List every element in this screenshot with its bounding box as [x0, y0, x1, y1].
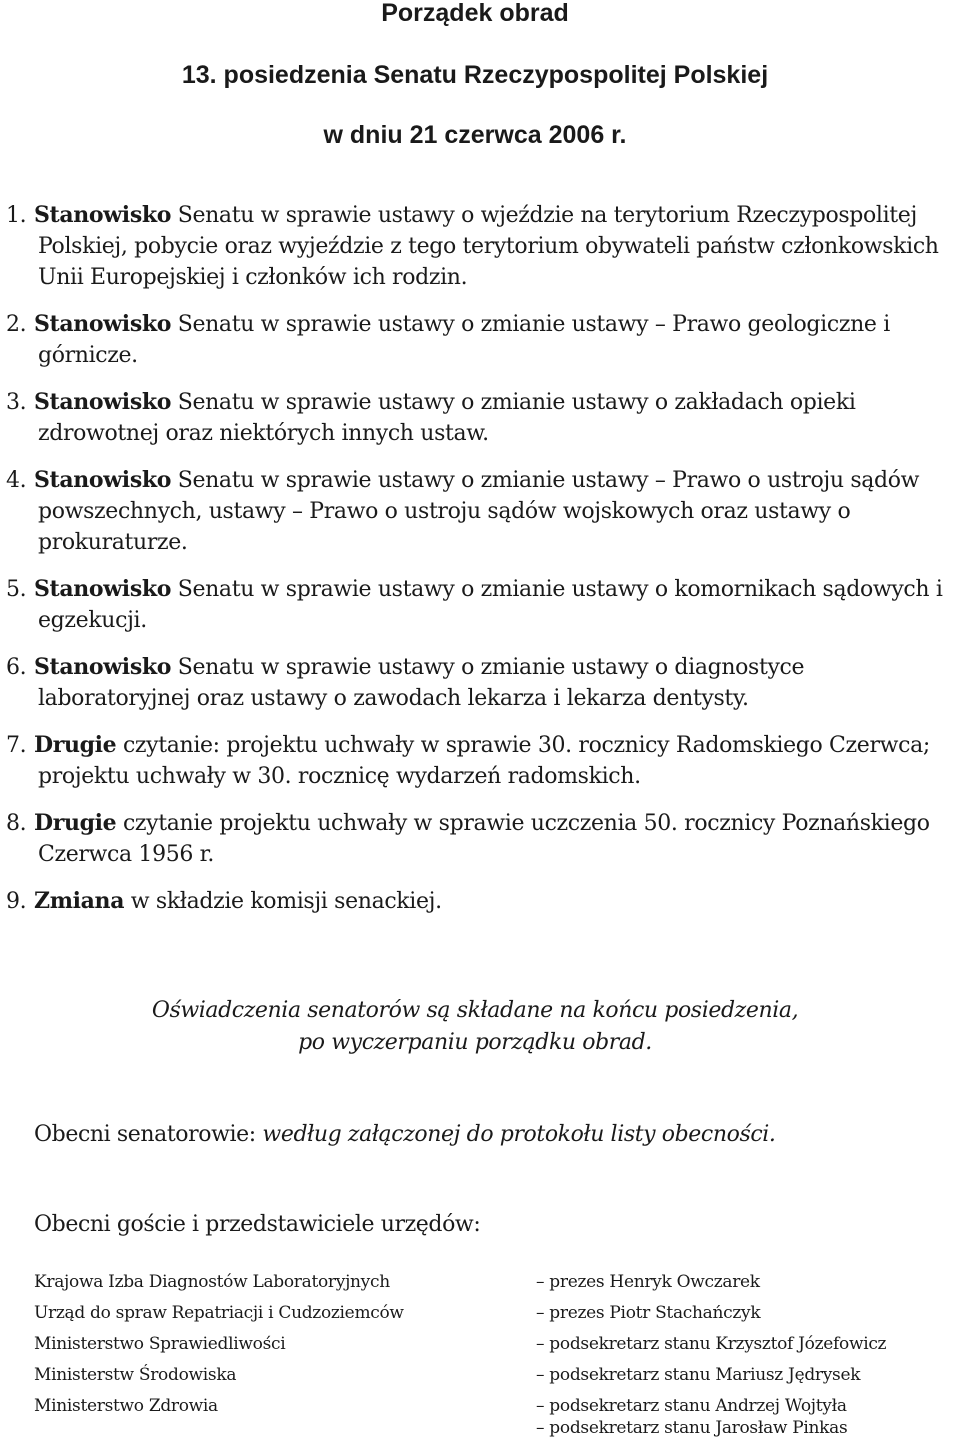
agenda-item-2: [6, 309, 952, 371]
agenda-item-lead: Drugie: [34, 810, 117, 836]
agenda-item-3: [6, 387, 952, 449]
guest-person: – podsekretarz stanu Krzysztof Józefowicz: [536, 1334, 887, 1354]
agenda-item-lead: Stanowisko: [34, 202, 172, 228]
guest-organization: Ministerstwo Sprawiedliwości: [34, 1334, 286, 1354]
agenda-item-text: Senatu w sprawie ustawy o zmianie ustawy o komornikach sądowych i egzekucji.: [38, 577, 943, 633]
agenda-item-lead: Zmiana: [34, 888, 125, 914]
header-date: w dniu 21 czerwca 2006 r.: [323, 121, 627, 149]
guest-row: [34, 1396, 960, 1438]
agenda-item-lead: Stanowisko: [34, 389, 172, 415]
statements-note: [0, 995, 950, 1059]
agenda-item-number: 8.: [6, 811, 27, 836]
agenda-item-number: 3.: [6, 390, 27, 415]
header-session: 13. posiedzenia Senatu Rzeczypospolitej Polskiej: [181, 61, 769, 89]
guest-organization: Krajowa Izba Diagnostów Laboratoryjnych: [34, 1272, 390, 1292]
guest-person: – prezes Henryk Owczarek: [536, 1272, 760, 1292]
agenda-item-text: Senatu w sprawie ustawy o zmianie ustawy o diagnostyce laboratoryjnej oraz ustawy o zawodach lekarza i lekarza dentysty.: [38, 655, 805, 711]
guest-person: – podsekretarz stanu Jarosław Pinkas: [536, 1418, 848, 1438]
agenda-item-lead: Stanowisko: [34, 311, 172, 337]
agenda-item-text: czytanie projektu uchwały w sprawie uczczenia 50. rocznicy Poznańskiego Czerwca 1956 r.: [38, 811, 930, 867]
guest-row: [34, 1334, 960, 1365]
agenda-item-number: 9.: [6, 889, 27, 914]
agenda-item-8: [6, 808, 952, 870]
agenda-item-1: [6, 200, 952, 293]
guest-organization: Urząd do spraw Repatriacji i Cudzoziemców: [34, 1303, 404, 1323]
present-senators: [34, 1120, 950, 1150]
agenda-list: [6, 200, 952, 933]
agenda-item-5: [6, 574, 952, 636]
agenda-item-lead: Stanowisko: [34, 576, 172, 602]
agenda-item-4: [6, 465, 952, 558]
statements-note-line: Oświadczenia senatorów są składane na końcu posiedzenia,: [151, 998, 799, 1023]
header-title: Porządek obrad: [381, 0, 569, 27]
agenda-item-number: 5.: [6, 577, 27, 602]
guest-person: – prezes Piotr Stachańczyk: [536, 1303, 761, 1323]
guest-row: [34, 1303, 960, 1334]
guest-person: – podsekretarz stanu Mariusz Jędrysek: [536, 1365, 861, 1385]
agenda-item-number: 2.: [6, 312, 27, 337]
agenda-item-lead: Stanowisko: [34, 654, 172, 680]
agenda-item-lead: Stanowisko: [34, 467, 172, 493]
agenda-item-number: 4.: [6, 468, 27, 493]
agenda-item-9: [6, 886, 952, 917]
guest-person: – podsekretarz stanu Andrzej Wojtyła: [536, 1396, 847, 1416]
agenda-item-text: Senatu w sprawie ustawy o wjeździe na terytorium Rzeczypospolitej Polskiej, pobycie oraz wyjeździe z tego terytorium obywateli państw członkowskich Unii Europejskiej i członków ich rodzin.: [38, 203, 939, 290]
guest-row: [34, 1272, 960, 1303]
agenda-item-number: 1.: [6, 203, 27, 228]
agenda-item-lead: Drugie: [34, 732, 117, 758]
present-senators-label: Obecni senatorowie:: [34, 1122, 263, 1147]
agenda-item-number: 7.: [6, 733, 27, 758]
guests-list: [34, 1272, 960, 1438]
agenda-item-6: [6, 652, 952, 714]
agenda-item-7: [6, 730, 952, 792]
guests-heading: Obecni goście i przedstawiciele urzędów:: [34, 1212, 481, 1237]
agenda-item-number: 6.: [6, 655, 27, 680]
guest-organization: Ministerstw Środowiska: [34, 1365, 237, 1385]
agenda-item-text: czytanie: projektu uchwały w sprawie 30. rocznicy Radomskiego Czerwca; projektu uchwały w 30. rocznicę wydarzeń radomskich.: [38, 733, 930, 789]
agenda-item-text: Senatu w sprawie ustawy o zmianie ustawy o zakładach opieki zdrowotnej oraz niektórych innych ustaw.: [38, 390, 856, 446]
statements-note-line: po wyczerpaniu porządku obrad.: [298, 1030, 652, 1055]
guest-row: [34, 1365, 960, 1396]
present-senators-value: według załączonej do protokołu listy obecności.: [262, 1122, 776, 1147]
agenda-item-text: w składzie komisji senackiej.: [124, 889, 442, 914]
agenda-item-text: Senatu w sprawie ustawy o zmianie ustawy – Prawo o ustroju sądów powszechnych, ustawy – Prawo o ustroju sądów wojskowych oraz ustawy o prokuraturze.: [38, 468, 920, 555]
guest-organization: Ministerstwo Zdrowia: [34, 1396, 218, 1416]
agenda-item-text: Senatu w sprawie ustawy o zmianie ustawy – Prawo geologiczne i górnicze.: [38, 312, 890, 368]
